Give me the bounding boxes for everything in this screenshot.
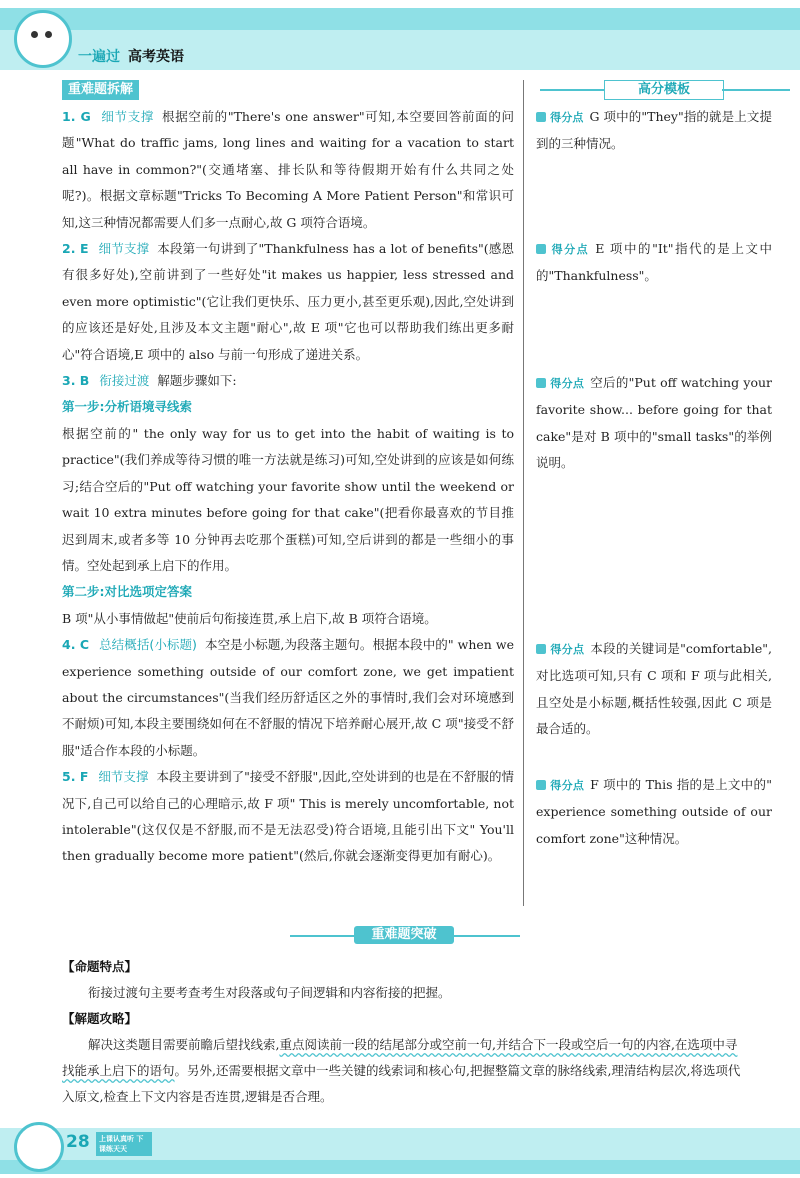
column-divider xyxy=(523,80,524,906)
answer-item xyxy=(62,632,514,764)
answer-number: 4. C xyxy=(62,637,90,653)
top-banner xyxy=(0,0,800,72)
footer-stripe-lower xyxy=(0,1160,800,1174)
section-tag: 重难题拆解 xyxy=(62,80,139,100)
score-point-label: 得分点 xyxy=(536,779,584,792)
feature-text: 衔接过渡句主要考查考生对段落或句子间逻辑和内容衔接的把握。 xyxy=(88,985,451,1000)
title-rule xyxy=(540,89,604,91)
score-point-label: 得分点 xyxy=(536,643,584,656)
step-text: 根据空前的" the only way for us to get into the habit of waiting is to practice"(我们养成等待习惯的唯一方法就是练习)可知,空处讲到的应该是如何练习;结合空后的"Put off watching your favorite show until the weekend or wait 10 extra minutes before going for that cake"(把看你最喜欢的节目推迟到周末,或者多等 10 分钟再去吃那个蛋糕)可知,空后讲到的都是一些细小的事情。空处起到承上启下的作用。 xyxy=(62,425,514,573)
title-rule xyxy=(290,935,354,937)
answer-item xyxy=(62,236,514,368)
answer-tag: 总结概括(小标题) xyxy=(99,637,197,653)
title-rule xyxy=(722,89,790,91)
side-note xyxy=(536,370,772,477)
answer-number: 2. E xyxy=(62,241,89,257)
side-note-text: E 项中的"It"指代的是上文中的"Thankfulness"。 xyxy=(536,241,772,284)
mascot-icon xyxy=(14,10,72,68)
right-column-title xyxy=(540,80,790,100)
side-note xyxy=(536,104,772,158)
answer-number: 1. G xyxy=(62,109,91,124)
thumbs-up-icon xyxy=(536,244,546,254)
brand-sub: 高考英语 xyxy=(128,49,184,65)
title-rule xyxy=(454,935,520,937)
answer-text: 本段主要讲到了"接受不舒服",因此,空处讲到的也是在不舒服的情况下,自己可以给自己的心理暗示,故 F 项" This is merely uncomfortable, not intolerable"(这仅仅是不舒服,而不是无法忍受)符合语境,且能引出下文" You'll then gradually become more patient"(然后,你就会逐渐变得更加有耐心)。 xyxy=(62,769,514,864)
step-title: 第二步:对比选项定答案 xyxy=(62,584,192,600)
step-text: B 项"从小事情做起"使前后句衔接连贯,承上启下,故 B 项符合语境。 xyxy=(62,610,437,626)
side-note-text: F 项中的 This 指的是上文中的" experience something outside of our comfort zone"这种情况。 xyxy=(536,777,772,846)
score-point-label: 得分点 xyxy=(536,377,584,390)
answer-item xyxy=(62,368,514,394)
answer-text: 解题步骤如下: xyxy=(157,373,237,389)
thumbs-up-icon xyxy=(536,780,546,790)
answer-tag: 细节支撑 xyxy=(98,769,149,785)
answer-tag: 细节支撑 xyxy=(98,241,150,257)
brand xyxy=(78,46,184,66)
footer-banner xyxy=(0,1126,800,1178)
mascot-icon xyxy=(14,1122,64,1172)
banner-stripe xyxy=(0,8,800,30)
page-number: 28 xyxy=(66,1132,90,1152)
mascot-eye-icon xyxy=(45,31,52,38)
answer-number: 5. F xyxy=(62,769,89,785)
strategy-heading: 【解题攻略】 xyxy=(62,1011,138,1026)
answer-number: 3. B xyxy=(62,373,90,389)
score-point-label: 得分点 xyxy=(536,111,583,124)
answer-tag: 衔接过渡 xyxy=(99,373,150,389)
answer-tag: 细节支撑 xyxy=(100,109,155,124)
step-title: 第一步:分析语境寻线索 xyxy=(62,399,192,415)
thumbs-up-icon xyxy=(536,644,546,654)
side-note-text: G 项中的"They"指的就是上文提到的三种情况。 xyxy=(536,109,772,152)
answer-column xyxy=(62,104,514,870)
feature-heading: 【命题特点】 xyxy=(62,959,138,974)
score-point-label: 得分点 xyxy=(536,243,589,256)
answer-text: 本空是小标题,为段落主题句。根据本段中的" when we experience something outside of our comfort zone, we get impatient about the circumstances"(当我们经历舒适区之外的事情时,我们会对环境感到不耐烦)可知,本段主要围绕如何在不舒服的情况下培养耐心展开,故 C 项"接受不舒服"适合作本段的小标题。 xyxy=(62,637,514,758)
side-note xyxy=(536,772,772,852)
right-title-label: 高分模板 xyxy=(604,80,724,100)
side-note-text: 本段的关键词是"comfortable",对比选项可知,只有 C 项和 F 项与此相关,且空处是小标题,概括性较强,因此 C 项是最合适的。 xyxy=(536,641,772,737)
strategy-text: 解决这类题目需要前瞻后望找线索,重点阅读前一段的结尾部分或空前一句,并结合下一段或空后一句的内容,在选项中寻找能承上启下的语句。另外,还需要根据文章中一些关键的线索词和核心句,把握整篇文章的脉络线索,理清结构层次,将选项代入原文,检查上下文内容是否连贯,逻辑是否合理。 xyxy=(62,1037,741,1104)
feature-section xyxy=(62,954,742,1006)
side-note-text: 空后的"Put off watching your favorite show... before going for that cake"是对 B 项中的"small tasks"的举例说明。 xyxy=(536,375,772,471)
mascot-eye-icon xyxy=(31,31,38,38)
answer-text: 根据空前的"There's one answer"可知,本空要回答前面的问题"What do traffic jams, long lines and waiting for a vacation to start all have in common?"(交通堵塞、排长队和等待假期开始有什么共同之处呢?)。根据文章标题"Tricks To Becoming A More Patient Person"和常识可知,这三种情况都需要人们多一点耐心,故 G 项符合语境。 xyxy=(62,109,514,230)
brand-main: 一遍过 xyxy=(78,49,120,65)
side-note xyxy=(536,236,772,290)
strategy-section xyxy=(62,1006,742,1110)
answer-item xyxy=(62,104,514,236)
breakthrough-title xyxy=(290,926,520,946)
breakthrough-label: 重难题突破 xyxy=(354,926,454,944)
thumbs-up-icon xyxy=(536,378,546,388)
thumbs-up-icon xyxy=(536,112,546,122)
side-note xyxy=(536,636,772,743)
footer-slogan: 上课认真听 下课练天天 xyxy=(96,1132,152,1156)
answer-item xyxy=(62,764,514,870)
answer-text: 本段第一句讲到了"Thankfulness has a lot of benefits"(感恩有很多好处),空前讲到了一些好处"it makes us happier, less stressed and even more optimistic"(它让我们更快乐、压力更小,甚至更乐观),因此,空处讲到的应该还是好处,且涉及本文主题"耐心",故 E 项"它也可以帮助我们练出更多耐心"符合语境,E 项中的 also 与前一句形成了递进关系。 xyxy=(62,241,514,362)
highlighted-text: 重点阅读前一段的结尾部分或空前一句,并结合下一段或空后一句的内容,在选项中寻找能承上启下的语句 xyxy=(62,1037,738,1078)
